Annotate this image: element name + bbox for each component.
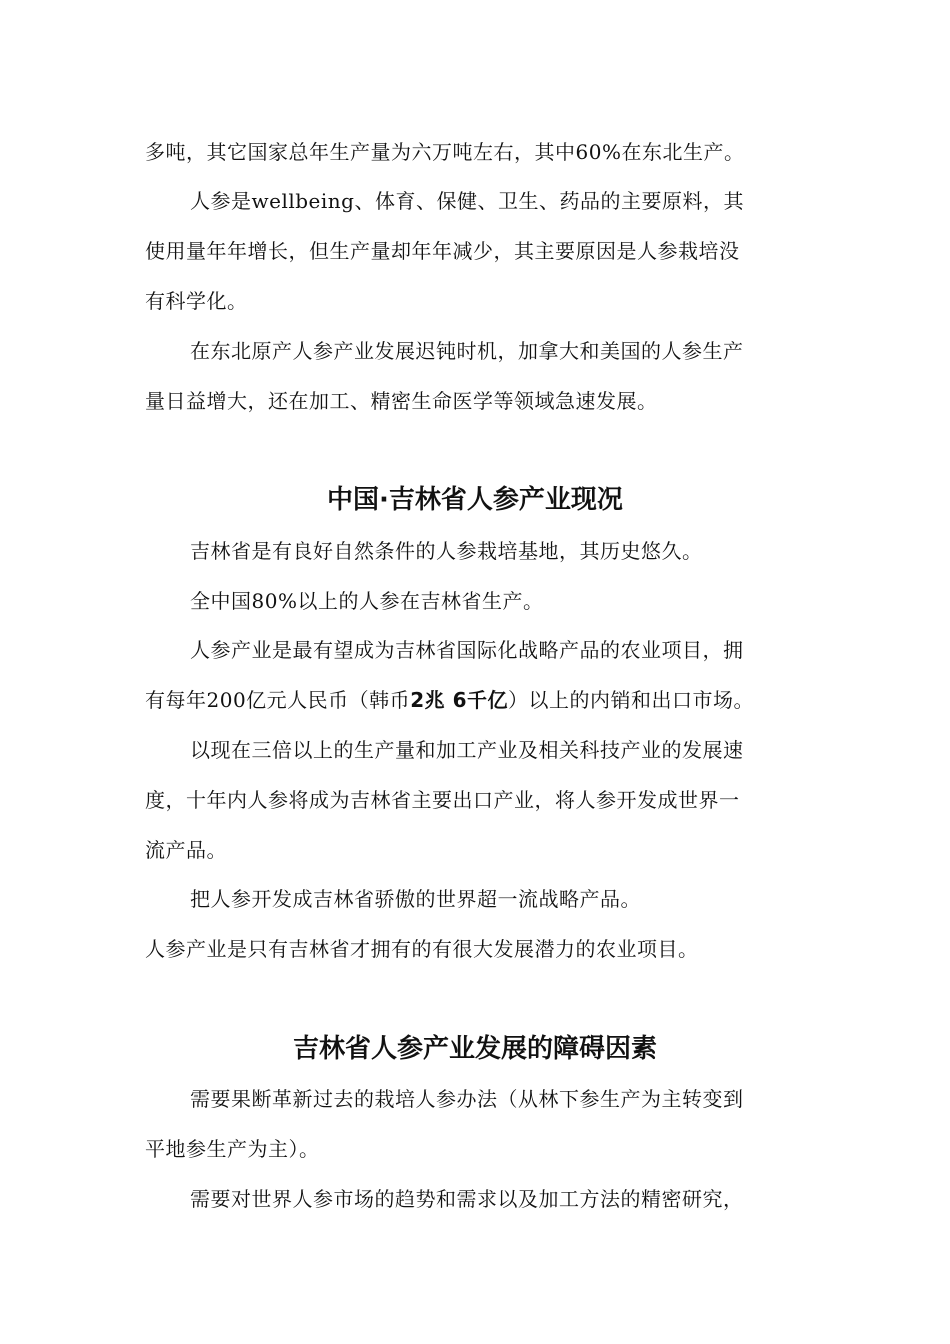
paragraph-line: 在东北原产人参产业发展迟钝时机，加拿大和美国的人参生产: [190, 339, 744, 363]
paragraph-line: 量日益增大，还在加工、精密生命医学等领域急速发展。: [145, 389, 658, 413]
paragraph-line: 度，十年内人参将成为吉林省主要出口产业，将人参开发成世界一: [145, 788, 740, 812]
paragraph-line: 需要对世界人参市场的趋势和需求以及加工方法的精密研究，: [190, 1187, 744, 1211]
market-line-before: 有每年200亿元人民币（韩币: [145, 688, 411, 712]
market-line-amount: 2兆 6千亿: [410, 688, 508, 712]
paragraph-line: 全中国80%以上的人参在吉林省生产。: [190, 589, 544, 613]
paragraph-line: 使用量年年增长，但生产量却年年减少，其主要原因是人参栽培没: [145, 239, 740, 263]
paragraph-line: 人参产业是只有吉林省才拥有的有很大发展潜力的农业项目。: [145, 937, 699, 961]
paragraph-line: 流产品。: [145, 838, 227, 862]
section-heading: 吉林省人参产业发展的障碍因素: [292, 1034, 657, 1064]
paragraph-line: 吉林省是有良好自然条件的人参栽培基地，其历史悠久。: [190, 539, 703, 563]
paragraph-line: 把人参开发成吉林省骄傲的世界超一流战略产品。: [190, 887, 641, 911]
paragraph-line: 平地参生产为主）。: [145, 1137, 320, 1161]
paragraph-line: 需要果断革新过去的栽培人参办法（从林下参生产为主转变到: [190, 1087, 744, 1111]
market-line: [145, 686, 810, 714]
paragraph-line: 人参产业是最有望成为吉林省国际化战略产品的农业项目，拥: [190, 638, 744, 662]
paragraph-line: 人参是wellbeing、体育、保健、卫生、药品的主要原料，其: [190, 189, 744, 213]
paragraph-line: 以现在三倍以上的生产量和加工产业及相关科技产业的发展速: [190, 738, 744, 762]
market-line-after: ）以上的内销和出口市场。: [507, 688, 754, 712]
paragraph-line: 有科学化。: [145, 289, 248, 313]
paragraph-line: 多吨，其它国家总年生产量为六万吨左右，其中60%在东北生产。: [145, 140, 745, 164]
section-heading: 中国·吉林省人参产业现况: [327, 485, 623, 515]
